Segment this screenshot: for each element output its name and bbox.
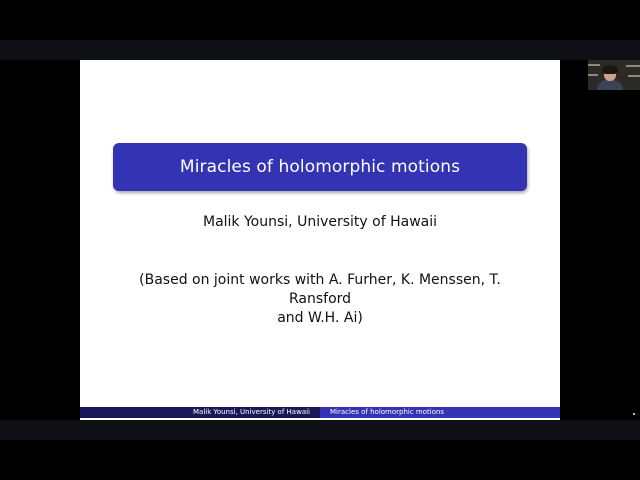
presentation-slide bbox=[80, 60, 560, 420]
slide-joint-works-line-2: and W.H. Ai) bbox=[277, 310, 363, 326]
speaker-hair bbox=[602, 65, 618, 74]
footer-title: Miracles of holomorphic motions bbox=[320, 407, 560, 418]
slide-joint-works-line-1: (Based on joint works with A. Furher, K. Menssen, T. Ransford bbox=[139, 272, 501, 307]
bookshelf-decor bbox=[628, 75, 640, 77]
slide-joint-works bbox=[120, 271, 520, 328]
webcam-thumbnail[interactable] bbox=[588, 60, 640, 90]
slide-author: Malik Younsi, University of Hawaii bbox=[202, 214, 437, 230]
bottom-letterbox-band bbox=[0, 420, 640, 440]
bookshelf-decor bbox=[626, 65, 640, 67]
slide-title-box bbox=[113, 143, 527, 191]
bookshelf-decor bbox=[588, 64, 600, 66]
speaker-body bbox=[597, 80, 623, 90]
top-letterbox-band bbox=[0, 40, 640, 60]
bookshelf-decor bbox=[588, 74, 598, 76]
slide-title: Miracles of holomorphic motions bbox=[179, 157, 461, 177]
slide-footer bbox=[80, 407, 560, 418]
pointer-dot-icon bbox=[633, 413, 635, 415]
footer-author: Malik Younsi, University of Hawaii bbox=[80, 407, 320, 418]
